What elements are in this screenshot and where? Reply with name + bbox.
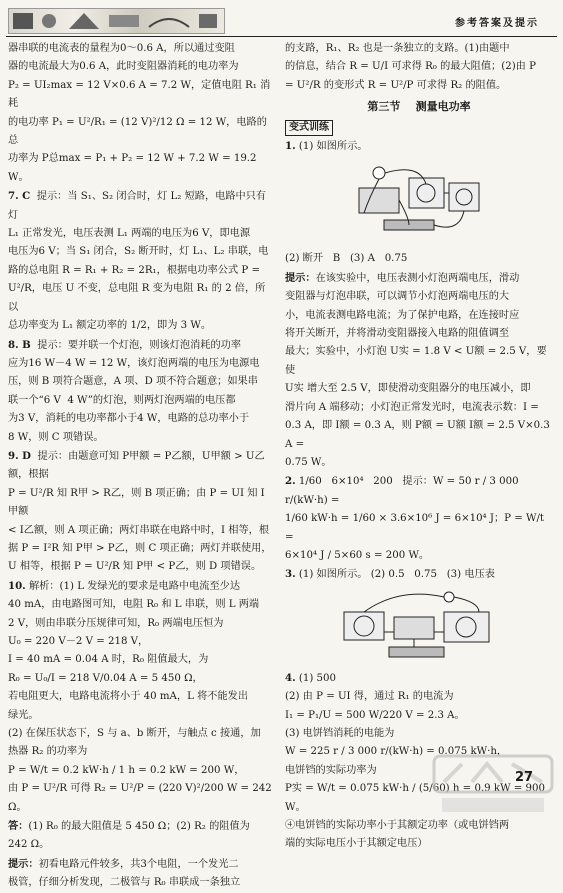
item-label: 9. D bbox=[8, 449, 32, 462]
text-line bbox=[8, 243, 274, 261]
text-line bbox=[8, 651, 274, 669]
line-text: 2 V，则由串联分压规律可知，R₀ 两端电压恒为 bbox=[8, 617, 224, 629]
line-text: 的信息，结合 R = U/I 可求得 R₀ 的最大阻值；(2)由 P bbox=[285, 61, 536, 73]
text-line bbox=[8, 743, 274, 761]
text-line bbox=[8, 762, 274, 780]
right-column bbox=[285, 40, 553, 854]
item-label: 7. C bbox=[8, 190, 31, 203]
line-text: U 相等，根据 P = U²/R 知 P甲 < P乙，则 D 项错误。 bbox=[8, 561, 262, 573]
item-label: 提示： bbox=[285, 271, 316, 284]
line-text: U²/R，电压 U 不变，总电阻 R 变为电阻 R₁ 的 2 倍，所以 bbox=[8, 283, 266, 313]
text-line bbox=[285, 399, 553, 417]
text-line bbox=[285, 40, 553, 58]
text-line bbox=[8, 355, 274, 373]
watermark-logo-icon bbox=[432, 752, 554, 816]
text-line bbox=[8, 688, 274, 706]
line-text: (1) R₀ 的最大阻值是 5 450 Ω；(2) R₂ 的阻值为 bbox=[28, 821, 250, 833]
item-label: 1. bbox=[285, 140, 296, 153]
text-line bbox=[8, 410, 274, 428]
line-text: = U²/R 的变形式 R = U²/P 可求得 R₂ 的阻值。 bbox=[285, 79, 507, 91]
item-label: 8. B bbox=[8, 338, 31, 351]
text-line bbox=[8, 429, 274, 447]
text-line bbox=[285, 688, 553, 706]
item-label: 10. bbox=[8, 579, 26, 592]
text-line bbox=[8, 615, 274, 633]
line-text: 应为16 W－4 W = 12 W，该灯泡两端的电压为电源电 bbox=[8, 357, 260, 369]
line-text: P实 = W/t = 0.075 kW·h / (5/60) h = 0.9 kW = 900 W。 bbox=[285, 783, 549, 813]
text-line bbox=[285, 380, 553, 398]
line-text: 据 P = I²R 知 P甲 > P乙，则 C 项正确；两灯并联使用， bbox=[8, 542, 272, 554]
line-text: < I乙额，则 A 项正确；两灯串联在电路中时，I 相等，根 bbox=[8, 524, 270, 536]
text-line bbox=[285, 707, 553, 725]
line-text: 电饼铛的实际功率为 bbox=[285, 764, 377, 776]
line-text: R₀ = U₀/I = 218 V/0.04 A = 5 450 Ω， bbox=[8, 672, 203, 684]
text-line bbox=[8, 855, 274, 874]
circuit-figure-2 bbox=[339, 587, 499, 667]
text-line bbox=[8, 596, 274, 614]
text-line bbox=[8, 336, 274, 355]
line-text: 的支路，R₁、R₂ 也是一条独立的支路。(1)由题中 bbox=[285, 43, 510, 54]
text-line bbox=[8, 633, 274, 651]
text-line bbox=[8, 817, 274, 836]
text-line bbox=[285, 510, 553, 547]
line-text: 联一个“6 V 4 W”的灯泡，则两灯泡两端的电压都 bbox=[8, 394, 236, 406]
text-line bbox=[285, 343, 553, 380]
line-text: 在该实验中，电压表测小灯泡两端电压，滑动 bbox=[315, 272, 520, 284]
text-line bbox=[8, 558, 274, 576]
line-text: I = 40 mA = 0.04 A 时，R₀ 阻值最大，为 bbox=[8, 654, 209, 666]
exercise-tag: 变式训练 bbox=[285, 120, 333, 136]
text-line bbox=[285, 725, 553, 743]
line-text: (2) 断开 B (3) A 0.75 bbox=[285, 253, 408, 265]
line-text: P₂ = UI₂max = 12 V×0.6 A = 7.2 W，定值电阻 R₁ 消耗 bbox=[8, 79, 271, 110]
line-text: 电压为6 V；当 S₁ 闭合，S₂ 断开时，灯 L₁、L₂ 串联，电 bbox=[8, 246, 269, 258]
line-text: 6×10⁴ J / 5×60 s = 200 W。 bbox=[285, 549, 430, 561]
text-line bbox=[8, 485, 274, 522]
line-text: 滑片向 A 端移动；小灯泡正常发光时，电流表示数：I = bbox=[285, 401, 539, 413]
text-line bbox=[285, 137, 553, 156]
circuit-figure-1 bbox=[349, 158, 489, 248]
line-text: (1) 如图所示。 (2) 0.5 0.75 (3) 电压表 bbox=[295, 569, 495, 581]
text-line bbox=[285, 472, 553, 510]
line-text: P = U²/R 知 R甲 > R乙，则 B 项正确；由 P = UI 知 I甲额 bbox=[8, 487, 265, 518]
banner-artwork-icon bbox=[9, 9, 224, 33]
line-text: (2) 由 P = UI 得，通过 R₁ 的电流为 bbox=[285, 691, 454, 703]
line-text: 极管，仔细分析发现，二极管与 R₀ 串联成一条独立 bbox=[8, 877, 241, 889]
line-text: 提示：要并联一个灯泡，则该灯泡消耗的功率 bbox=[30, 339, 242, 351]
line-text: U实 增大至 2.5 V，即使滑动变阻器分的电压减小，即 bbox=[285, 383, 531, 395]
line-text: 最大；实验中，小灯泡 U实 = 1.8 V < U额 = 2.5 V，要使 bbox=[285, 346, 547, 376]
text-line bbox=[8, 577, 274, 596]
item-label: 4. bbox=[285, 671, 296, 684]
line-text: 压，则 B 项符合题意，A 项、D 项不符合题意；如果串 bbox=[8, 376, 258, 388]
line-text: 将开关断开，并将滑动变阻器接入电路的阻值调至 bbox=[285, 328, 510, 340]
line-text: (1) 如图所示。 bbox=[295, 141, 368, 153]
section-title: 第三节 测量电功率 bbox=[367, 100, 471, 114]
line-text: 路的总电阻 R = R₁ + R₂ = 2R₁，根据电功率公式 P = bbox=[8, 264, 260, 276]
text-line bbox=[8, 707, 274, 725]
line-text: 0.75 W。 bbox=[285, 456, 332, 468]
text-line bbox=[8, 522, 274, 540]
page-header bbox=[6, 6, 557, 37]
line-text: 初看电路元件较多，共3个电阻，一个发光二 bbox=[38, 858, 239, 870]
line-text: 为3 V，消耗的电功率都小于4 W，电路的总功率小于 bbox=[8, 413, 250, 425]
line-text: 提示：由题意可知 P甲额 = P乙额，U甲额 > U乙额，根据 bbox=[8, 450, 265, 481]
line-text: 端的实际电压小于其额定电压） bbox=[285, 838, 428, 850]
text-line bbox=[285, 565, 553, 584]
line-text: 热器 R₂ 的功率为 bbox=[8, 746, 88, 758]
line-text: 8 W，则 C 项错误。 bbox=[8, 431, 104, 443]
line-text: 若电阻更大，电路电流将小于 40 mA，L 将不能发出 bbox=[8, 691, 249, 703]
item-label: 2. bbox=[285, 475, 296, 488]
line-text: 提示：当 S₁、S₂ 闭合时，灯 L₂ 短路，电路中只有灯 bbox=[8, 191, 267, 221]
text-line bbox=[8, 40, 274, 58]
text-line bbox=[285, 454, 553, 472]
line-text: (2) 在保压状态下，S 与 a、b 断开，与触点 c 接通，加 bbox=[8, 728, 261, 740]
item-label: 提示： bbox=[8, 857, 39, 870]
text-line bbox=[285, 817, 553, 835]
text-line bbox=[285, 307, 553, 325]
left-column bbox=[8, 40, 274, 893]
text-line bbox=[285, 417, 553, 454]
text-line bbox=[8, 780, 274, 817]
text-line bbox=[285, 58, 553, 76]
text-line bbox=[8, 447, 274, 485]
text-line bbox=[285, 669, 553, 688]
line-text: U₀ = 220 V－2 V = 218 V， bbox=[8, 636, 149, 647]
text-line bbox=[285, 269, 553, 288]
text-line bbox=[8, 836, 274, 854]
page-number: 27 bbox=[515, 770, 534, 785]
line-text: 由 P = U²/R 可得 R₂ = U²/P = (220 V)²/200 W = 242 Ω。 bbox=[8, 783, 276, 813]
text-line bbox=[285, 835, 553, 853]
line-text: 变阻器与灯泡串联，可以调节小灯泡两端电压的大 bbox=[285, 291, 510, 303]
line-text: 绿光。 bbox=[8, 709, 39, 721]
text-line bbox=[8, 77, 274, 114]
line-text: 的电功率 P₁ = U²/R₁ = (12 V)²/12 Ω = 12 W，电路的总 bbox=[8, 116, 267, 147]
text-line bbox=[8, 392, 274, 410]
line-text: (1) 500 bbox=[295, 672, 336, 684]
text-line bbox=[8, 225, 274, 243]
header-title: 参考答案及提示 bbox=[455, 18, 539, 29]
line-text: ④电饼铛的实际功率小于其额定功率（或电饼铛两 bbox=[285, 820, 510, 831]
text-line bbox=[285, 547, 553, 565]
line-text: I₁ = P₁/U = 500 W/220 V = 2.3 A。 bbox=[285, 709, 465, 721]
line-text: 1/60 6×10⁴ 200 提示：W = 50 r / 3 000 r/(kW·h) = bbox=[285, 476, 522, 506]
text-line bbox=[8, 874, 274, 892]
line-text: (3) 电饼铛消耗的电能为 bbox=[285, 727, 395, 739]
text-line bbox=[285, 325, 553, 343]
text-line bbox=[8, 373, 274, 391]
text-line bbox=[8, 262, 274, 280]
header-banner bbox=[8, 8, 225, 34]
text-line bbox=[285, 288, 553, 306]
text-line bbox=[8, 280, 274, 317]
line-text: 40 mA，由电路图可知，电阻 R₀ 和 L 串联，则 L 两端 bbox=[8, 599, 260, 611]
line-text: 功率为 P总max = P₁ + P₂ = 12 W + 7.2 W = 19.2 W。 bbox=[8, 153, 260, 183]
line-text: 器的电流最大为0.6 A，此时变阻器消耗的电功率为 bbox=[8, 61, 239, 73]
line-text: 0.3 A，即 I额 = 0.3 A，则 P额 = U额 I额 = 2.5 V×0.3 A = bbox=[285, 420, 554, 450]
text-line bbox=[8, 317, 274, 335]
line-text: 1/60 kW·h = 1/60 × 3.6×10⁶ J = 6×10⁴ J；P = W/t = bbox=[285, 513, 548, 543]
item-label: 答： bbox=[8, 820, 29, 833]
text-line bbox=[285, 77, 553, 95]
line-text: 解析：(1) L 发绿光的要求是电路中电流至少达 bbox=[25, 580, 241, 592]
line-text: L₁ 正常发光，电压表测 L₁ 两端的电压为6 V，即电源 bbox=[8, 228, 251, 240]
line-text: W = 225 r / 3 000 r/(kW·h) = 0.075 kW·h， bbox=[285, 746, 508, 758]
item-label: 3. bbox=[285, 568, 296, 581]
text-line bbox=[8, 114, 274, 151]
line-text: P = W/t = 0.2 kW·h / 1 h = 0.2 kW = 200 W， bbox=[8, 764, 245, 776]
text-line bbox=[285, 250, 553, 268]
line-text: 器串联的电流表的量程为0～0.6 A，所以通过变阻 bbox=[8, 43, 235, 54]
text-line bbox=[8, 725, 274, 743]
line-text: 总功率变为 L₁ 额定功率的 1/2，即为 3 W。 bbox=[8, 320, 212, 332]
line-text: 242 Ω。 bbox=[8, 839, 50, 851]
text-line bbox=[8, 670, 274, 688]
text-line bbox=[8, 540, 274, 558]
text-line bbox=[8, 187, 274, 225]
text-line bbox=[8, 58, 274, 76]
line-text: 小，电流表测电路电流；为了保护电路，在连接时应 bbox=[285, 309, 520, 321]
text-line bbox=[8, 150, 274, 187]
